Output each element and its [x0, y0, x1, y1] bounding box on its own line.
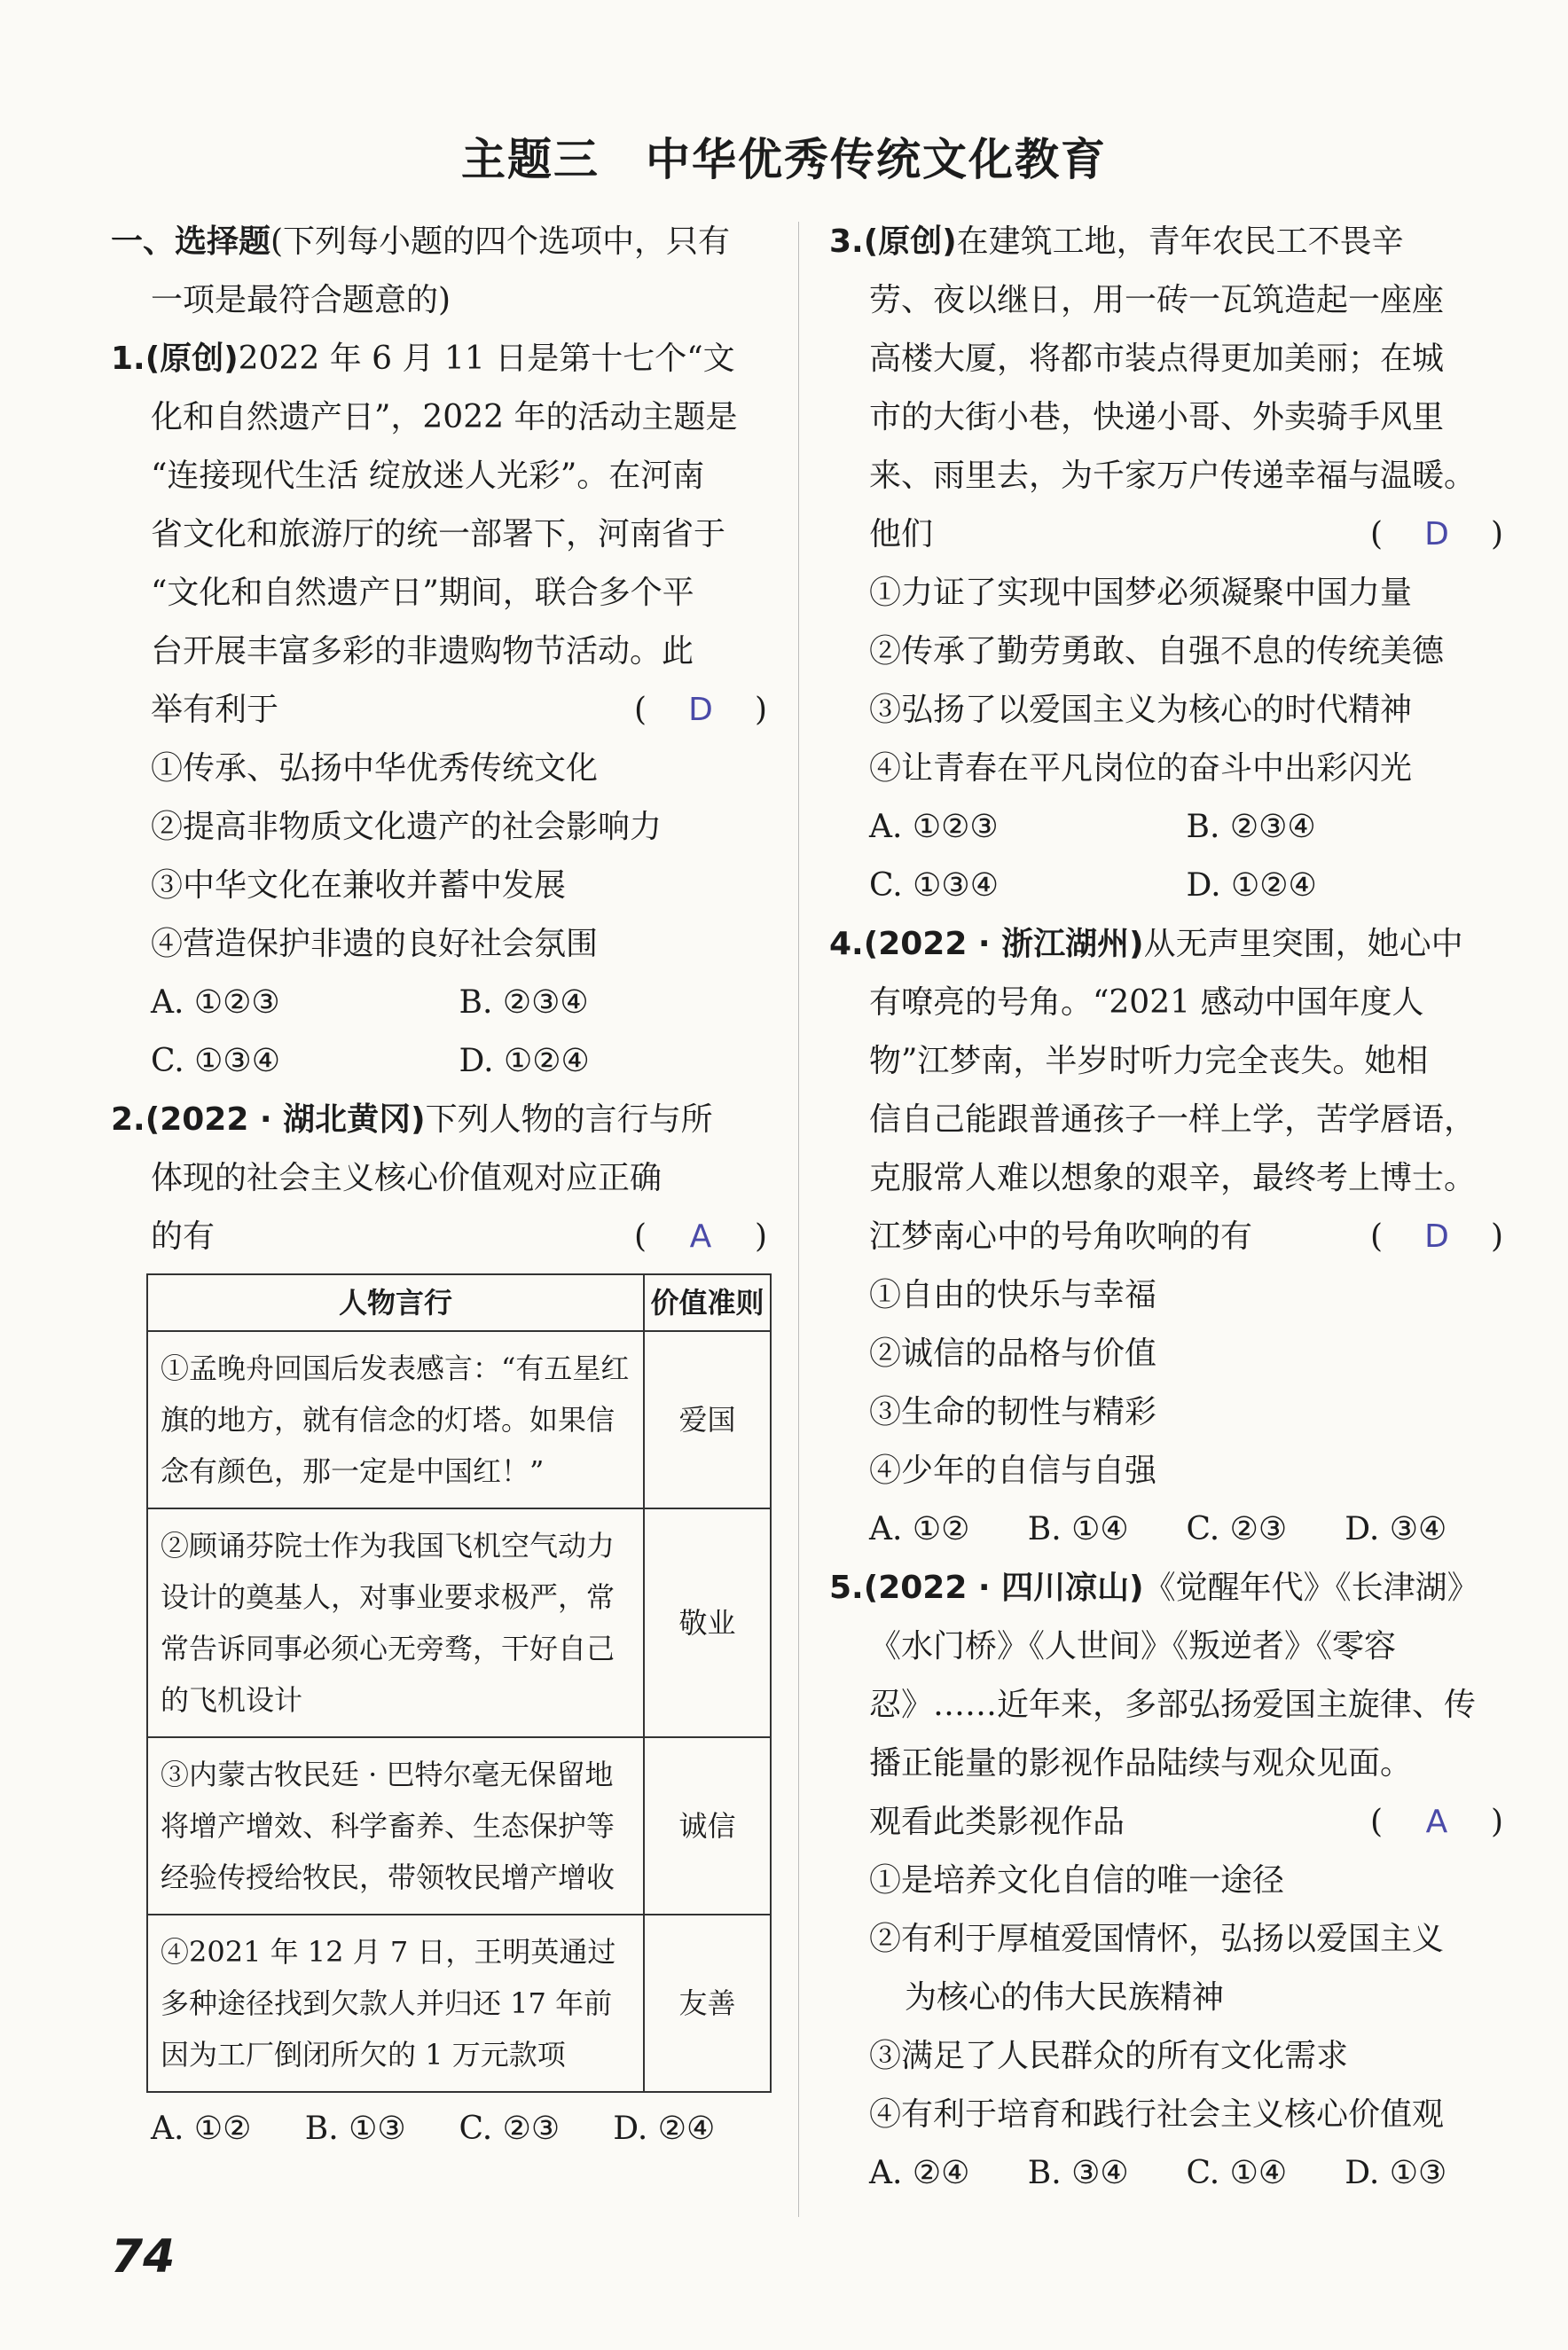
question-2: [111, 1091, 767, 2158]
answer-paren: ( A ): [1370, 1793, 1503, 1852]
option: B. ②③④: [1186, 809, 1316, 845]
q2-source: (2022 · 湖北黄冈): [145, 1101, 426, 1138]
q2-table: [146, 1273, 772, 2093]
q3-options: [829, 857, 1503, 915]
q4-answer: D: [1424, 1218, 1449, 1255]
q2-options: [111, 2100, 767, 2158]
q3-answer: D: [1424, 516, 1449, 552]
q4-stem-end: 江梦南心中的号角吹响的有 ( D ): [829, 1208, 1503, 1266]
table-cell: 敬业: [644, 1508, 771, 1737]
option: C. ①③④: [151, 1043, 280, 1079]
q4-stem-line: 从无声里突围，她心中: [1143, 926, 1463, 962]
q1-item: ①传承、弘扬中华优秀传统文化: [151, 750, 599, 787]
q3-stem-end: 他们 ( D ): [829, 505, 1503, 564]
q5-stem-line: 《觉醒年代》《长津湖》: [1143, 1570, 1479, 1606]
q3-item: ①力证了实现中国梦必须凝聚中国力量: [869, 575, 1413, 611]
table-row: [147, 1737, 771, 1915]
option: B. ③④: [1027, 2155, 1129, 2191]
table-row: [147, 1508, 771, 1737]
q1-stem-line: 化和自然遗产日”，2022 年的活动主题是: [151, 399, 738, 435]
q3-item: ③弘扬了以爱国主义为核心的时代精神: [869, 692, 1413, 728]
question-3: [829, 213, 1503, 915]
q1-stem-line: “连接现代生活 绽放迷人光彩”。在河南: [151, 458, 705, 494]
q1-item: ③中华文化在兼收并蓄中发展: [151, 867, 567, 904]
table-cell: ③内蒙古牧民廷 · 巴特尔毫无保留地将增产增效、科学畜养、生态保护等经验传授给牧民，带领牧民增产增收: [147, 1737, 644, 1915]
option: B. ①④: [1027, 1511, 1129, 1547]
section-label: 一、选择题: [111, 223, 271, 260]
q3-options: [829, 798, 1503, 857]
table-header: 人物言行: [147, 1274, 644, 1331]
q4-item: ②诚信的品格与价值: [869, 1336, 1157, 1372]
answer-paren: ( A ): [634, 1208, 767, 1266]
q1-stem-line: 2022 年 6 月 11 日是第十七个“文: [238, 341, 735, 377]
q1-stem-line: “文化和自然遗产日”期间，联合多个平: [151, 575, 694, 611]
q5-item-cont: 为核心的伟大民族精神: [905, 1979, 1225, 2016]
option: B. ②③④: [459, 984, 589, 1021]
q2-number: 2.: [111, 1101, 145, 1138]
option: A. ②④: [869, 2155, 970, 2191]
table-cell: 爱国: [644, 1331, 771, 1508]
q1-options: [111, 1032, 767, 1091]
question-4: [829, 915, 1503, 1559]
option: D. ③④: [1345, 1511, 1447, 1547]
page-number: 74: [111, 2230, 176, 2283]
option: C. ①④: [1186, 2155, 1288, 2191]
q1-item: ④营造保护非遗的良好社会氛围: [151, 926, 599, 962]
section-note-cont: 一项是最符合题意的): [151, 282, 451, 318]
option: B. ①③: [304, 2111, 406, 2147]
table-cell: 诚信: [644, 1737, 771, 1915]
q3-stem-line: 市的大街小巷，快递小哥、外卖骑手风里: [869, 399, 1445, 435]
q5-source: (2022 · 四川凉山): [863, 1570, 1144, 1606]
option: C. ①③④: [869, 867, 999, 904]
option: D. ①③: [1345, 2155, 1447, 2191]
q1-options: [111, 974, 767, 1032]
page-title: 主题三 中华优秀传统文化教育: [461, 134, 1107, 185]
q4-item: ④少年的自信与自强: [869, 1453, 1157, 1489]
section-note: (下列每小题的四个选项中，只有: [270, 223, 731, 260]
left-column: [111, 213, 767, 2158]
q3-stem-line: 劳、夜以继日，用一砖一瓦筑造起一座座: [869, 282, 1445, 318]
option: D. ①②④: [1186, 867, 1317, 904]
option: D. ①②④: [459, 1043, 590, 1079]
option: C. ②③: [459, 2111, 561, 2147]
q1-stem-end: 举有利于 ( D ): [111, 681, 767, 740]
q4-stem-line: 信自己能跟普通孩子一样上学，苦学唇语，: [869, 1101, 1477, 1138]
q5-stem-line: 《水门桥》《人世间》《叛逆者》《零容: [869, 1628, 1397, 1665]
option: A. ①②: [151, 2111, 252, 2147]
column-divider: [798, 222, 799, 2217]
answer-paren: ( D ): [1370, 1208, 1503, 1266]
q4-number: 4.: [829, 926, 864, 962]
table-row: [147, 1331, 771, 1508]
table-cell: ①孟晚舟回国后发表感言：“有五星红旗的地方，就有信念的灯塔。如果信念有颜色，那一定是中国红！”: [147, 1331, 644, 1508]
q3-item: ②传承了勤劳勇敢、自强不息的传统美德: [869, 633, 1445, 670]
q5-stem-line: 播正能量的影视作品陆续与观众见面。: [869, 1745, 1413, 1782]
q1-source: (原创): [145, 341, 239, 377]
q1-stem-line: 台开展丰富多彩的非遗购物节活动。此: [151, 633, 694, 670]
option: A. ①②③: [151, 984, 280, 1021]
option: A. ①②: [869, 1511, 970, 1547]
option: D. ②④: [613, 2111, 716, 2147]
table-header: 价值准则: [644, 1274, 771, 1331]
right-column: [829, 213, 1503, 2203]
q5-stem-line: 忍》……近年来，多部弘扬爱国主旋律、传: [869, 1687, 1477, 1723]
q1-answer: D: [688, 692, 713, 728]
q1-stem-line: 省文化和旅游厅的统一部署下，河南省于: [151, 516, 726, 552]
q3-stem-line: 来、雨里去，为千家万户传递幸福与温暖。: [869, 458, 1477, 494]
q2-answer: A: [689, 1218, 712, 1255]
q2-stem-line: 体现的社会主义核心价值观对应正确: [151, 1160, 662, 1196]
answer-paren: ( D ): [634, 681, 767, 740]
q4-stem-line: 克服常人难以想象的艰辛，最终考上博士。: [869, 1160, 1477, 1196]
option: A. ①②③: [869, 809, 999, 845]
table-cell: ④2021 年 12 月 7 日，王明英通过多种途径找到欠款人并归还 17 年前因为工厂倒闭所欠的 1 万元款项: [147, 1915, 644, 2092]
q3-source: (原创): [863, 223, 957, 260]
q5-number: 5.: [829, 1570, 864, 1606]
q1-item: ②提高非物质文化遗产的社会影响力: [151, 809, 662, 845]
q3-item: ④让青春在平凡岗位的奋斗中出彩闪光: [869, 750, 1413, 787]
question-1: [111, 330, 767, 1091]
table-cell: ②顾诵芬院士作为我国飞机空气动力设计的奠基人，对事业要求极严，常常告诉同事必须心无旁骛，干好自己的飞机设计: [147, 1508, 644, 1737]
table-cell: 友善: [644, 1915, 771, 2092]
q5-options: [829, 2144, 1503, 2203]
answer-paren: ( D ): [1370, 505, 1503, 564]
q5-answer: A: [1425, 1804, 1448, 1840]
q3-number: 3.: [829, 223, 864, 260]
q4-stem-line: 有嘹亮的号角。“2021 感动中国年度人: [869, 984, 1424, 1021]
question-5: [829, 1559, 1503, 2203]
section-header: [111, 213, 767, 271]
q3-stem-line: 高楼大厦，将都市装点得更加美丽；在城: [869, 341, 1445, 377]
q2-stem-end: 的有 ( A ): [111, 1208, 767, 1266]
q4-stem-line: 物”江梦南，半岁时听力完全丧失。她相: [869, 1043, 1429, 1079]
q4-item: ③生命的韧性与精彩: [869, 1394, 1157, 1430]
q5-item: ①是培养文化自信的唯一途径: [869, 1862, 1285, 1899]
table-row: [147, 1915, 771, 2092]
table-header-row: [147, 1274, 771, 1331]
q5-item: ④有利于培育和践行社会主义核心价值观: [869, 2096, 1445, 2133]
q3-stem-line: 在建筑工地，青年农民工不畏辛: [956, 223, 1404, 260]
option: C. ②③: [1186, 1511, 1288, 1547]
q1-number: 1.: [111, 341, 145, 377]
q5-item: ③满足了人民群众的所有文化需求: [869, 2038, 1349, 2074]
q4-source: (2022 · 浙江湖州): [863, 926, 1144, 962]
q4-item: ①自由的快乐与幸福: [869, 1277, 1157, 1313]
q5-item: ②有利于厚植爱国情怀，弘扬以爱国主义: [869, 1921, 1445, 1957]
q2-stem-line: 下列人物的言行与所: [425, 1101, 713, 1138]
q4-options: [829, 1500, 1503, 1559]
q5-stem-end: 观看此类影视作品 ( A ): [829, 1793, 1503, 1852]
